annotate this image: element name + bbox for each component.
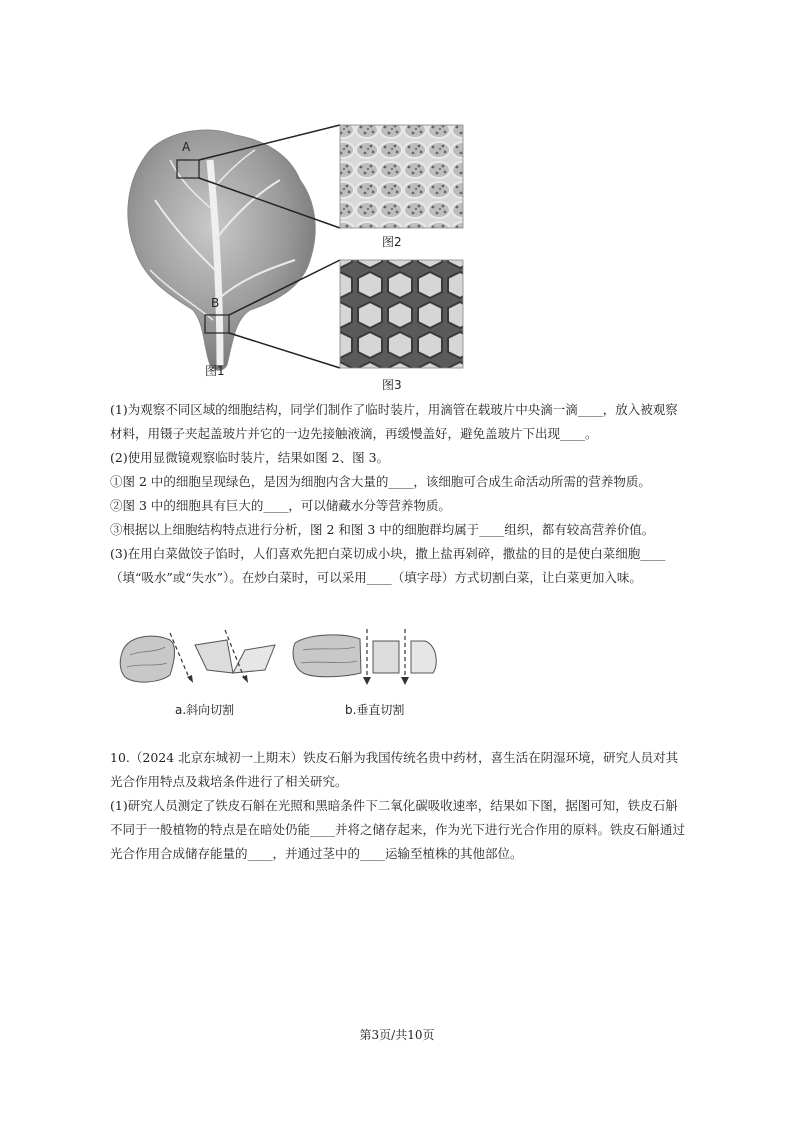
q9-sub3: ③根据以上细胞结构特点进行分析，图 2 和图 3 中的细胞群均属于____组织，都有较高营养价值。 <box>110 522 655 537</box>
cabbage-piece-a1 <box>120 636 174 682</box>
cabbage-piece-b2 <box>373 641 399 673</box>
q9-part2: (2)使用显微镜观察临时装片，结果如图 2、图 3。 <box>110 450 390 465</box>
cabbage-piece-a3 <box>233 645 275 673</box>
figure-3-caption: 图3 <box>382 378 402 392</box>
figure-1-caption: 图1 <box>205 364 225 378</box>
micrograph-fig2 <box>340 125 463 228</box>
cutting-caption-b: b.垂直切割 <box>345 703 405 717</box>
figure-2-caption: 图2 <box>382 235 402 249</box>
cabbage-piece-b3 <box>411 641 436 673</box>
cabbage-piece-a2 <box>195 640 233 673</box>
page-number: 第3页/共10页 <box>359 1028 435 1042</box>
micrograph-fig3 <box>340 260 463 368</box>
q10-part1: (1)研究人员测定了铁皮石斛在光照和黑暗条件下二氧化碳吸收速率，结果如下图，据图可知，铁皮石斛不同于一般植物的特点是在暗处仍能____并将之储存起来，作为光下进行光合作用的原料。铁皮石斛通过光合作用合成储存能量的____，并通过茎中的____运输至植株的其他部位。 <box>110 798 686 861</box>
q9-part1: (1)为观察不同区域的细胞结构，同学们制作了临时装片，用滴管在载玻片中央滴一滴____，放入被观察材料，用镊子夹起盖玻片并它的一边先接触液滴，再缓慢盖好，避免盖玻片下出现____。 <box>110 402 678 441</box>
q9-sub2: ②图 3 中的细胞具有巨大的____，可以储藏水分等营养物质。 <box>110 498 451 513</box>
q9-sub1: ①图 2 中的细胞呈现绿色，是因为细胞内含大量的____，该细胞可合成生命活动所需的营养物质。 <box>110 474 651 489</box>
q9-part3: (3)在用白菜做饺子馅时，人们喜欢先把白菜切成小块，撒上盐再剁碎，撒盐的目的是使白菜细胞____（填“吸水”或“失水”）。在炒白菜时，可以采用____（填字母）方式切割白菜，让白菜更加入味。 <box>110 546 666 585</box>
cabbage-leaf-figure <box>115 120 475 395</box>
cutting-diagram <box>115 625 445 695</box>
q10-stem: 10.（2024 北京东城初一上期末）铁皮石斛为我国传统名贵中药材，喜生活在阴湿环境，研究人员对其光合作用特点及栽培条件进行了相关研究。 <box>110 750 679 789</box>
marker-b-label: B <box>211 296 220 310</box>
marker-a-label: A <box>182 140 191 154</box>
cabbage-piece-b1 <box>293 635 361 677</box>
cutting-caption-a: a.斜向切割 <box>175 703 235 717</box>
